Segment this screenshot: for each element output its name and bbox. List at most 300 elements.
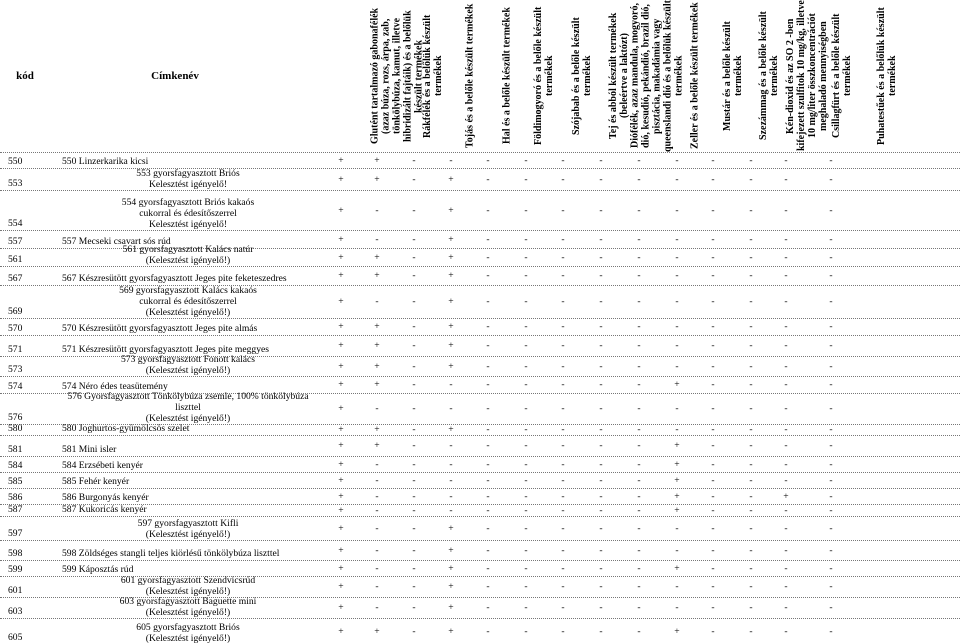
allergen-mark: -	[412, 270, 416, 281]
allergen-mark: -	[486, 602, 490, 613]
product-name-line: 584 Erzsébeti kenyér	[62, 460, 143, 471]
allergen-mark: -	[637, 234, 641, 245]
allergen-mark: -	[829, 205, 833, 216]
allergen-mark: -	[599, 440, 603, 451]
allergen-mark: +	[674, 491, 680, 502]
row-product-name	[62, 391, 314, 424]
allergen-mark: -	[749, 252, 753, 263]
allergen-mark: -	[599, 403, 603, 414]
allergen-mark: -	[561, 475, 565, 486]
product-name-line: 576 Gyorsfagyasztott Tönkölybúza zsemle, 100% tönkölybúza	[67, 391, 309, 402]
allergen-mark: +	[674, 505, 680, 516]
allergen-mark: -	[486, 270, 490, 281]
allergen-mark: -	[599, 491, 603, 502]
allergen-mark: -	[486, 155, 490, 166]
allergen-mark: -	[675, 340, 679, 351]
allergen-mark: -	[829, 545, 833, 556]
allergen-mark: -	[637, 174, 641, 185]
row-divider	[0, 488, 960, 489]
allergen-mark: -	[561, 424, 565, 435]
allergen-column-header	[621, 0, 701, 152]
product-name-line: (Kelesztést igényelő!)	[145, 255, 231, 266]
product-name-line: 554 gyorsfagyasztott Briós kakaós	[121, 197, 255, 208]
allergen-mark: -	[784, 270, 788, 281]
table-row	[0, 618, 960, 644]
allergen-mark: -	[412, 459, 416, 470]
allergen-mark: -	[637, 545, 641, 556]
allergen-mark: -	[784, 424, 788, 435]
allergen-mark: -	[486, 379, 490, 390]
allergen-mark: -	[412, 523, 416, 534]
allergen-mark: +	[448, 581, 454, 592]
allergen-mark: -	[784, 234, 788, 245]
allergen-mark: -	[412, 205, 416, 216]
allergen-mark: +	[674, 379, 680, 390]
allergen-mark: -	[375, 505, 379, 516]
row-kod: 603	[8, 606, 23, 617]
allergen-mark: -	[637, 475, 641, 486]
allergen-mark: -	[637, 602, 641, 613]
allergen-mark: -	[524, 581, 528, 592]
allergen-mark: -	[599, 155, 603, 166]
allergen-mark: -	[486, 234, 490, 245]
row-divider	[0, 318, 960, 319]
allergen-mark: -	[412, 252, 416, 263]
allergen-mark: -	[561, 403, 565, 414]
row-divider	[0, 152, 960, 153]
allergen-mark: -	[524, 545, 528, 556]
allergen-mark: -	[749, 234, 753, 245]
allergen-mark: -	[486, 475, 490, 486]
product-name-line: 570 Készresütött gyorsfagyasztott Jeges pite almás	[62, 323, 258, 334]
allergen-mark: -	[599, 234, 603, 245]
row-kod: 567	[8, 273, 23, 284]
allergen-mark: -	[829, 379, 833, 390]
allergen-mark: -	[675, 296, 679, 307]
row-kod: 550	[8, 156, 23, 167]
allergen-mark: -	[711, 523, 715, 534]
allergen-mark: -	[524, 459, 528, 470]
allergen-column-label: Rákfélék és a belőlük készült termékek	[422, 14, 444, 138]
allergen-mark: -	[637, 626, 641, 637]
product-name-line: cukorral és édesítőszerrel	[139, 208, 237, 219]
allergen-mark: +	[448, 174, 454, 185]
allergen-mark: +	[338, 475, 344, 486]
allergen-mark: -	[412, 155, 416, 166]
allergen-mark: +	[338, 234, 344, 245]
allergen-mark: -	[561, 205, 565, 216]
allergen-mark: -	[637, 361, 641, 372]
product-name-line: (Kelesztést igényelő!)	[145, 413, 231, 424]
allergen-mark: -	[711, 424, 715, 435]
allergen-mark: +	[674, 459, 680, 470]
allergen-mark: -	[749, 505, 753, 516]
allergen-mark: -	[749, 581, 753, 592]
allergen-column-label: Szójabab és a belőle készült termékek	[571, 17, 593, 135]
product-name-line: cukorral és édesítőszerrel	[139, 296, 237, 307]
allergen-mark: -	[675, 545, 679, 556]
row-kod: 553	[8, 178, 23, 189]
allergen-mark: -	[711, 626, 715, 637]
table-row	[0, 335, 960, 356]
allergen-mark: -	[599, 545, 603, 556]
row-kod: 561	[8, 254, 23, 265]
allergen-mark: -	[524, 205, 528, 216]
allergen-mark: -	[561, 361, 565, 372]
allergen-mark: -	[599, 270, 603, 281]
allergen-mark: -	[637, 296, 641, 307]
allergen-mark: -	[749, 205, 753, 216]
allergen-column-label: Szezámmag és a belőle készült termékek	[758, 11, 780, 141]
allergen-mark: -	[599, 361, 603, 372]
allergen-mark: -	[829, 155, 833, 166]
allergen-mark: -	[486, 440, 490, 451]
allergen-mark: +	[338, 174, 344, 185]
table-row	[0, 424, 960, 435]
allergen-mark: +	[338, 581, 344, 592]
product-name-line: 567 Készresütött gyorsfagyasztott Jeges pite feketeszedres	[62, 273, 287, 284]
allergen-mark: -	[784, 174, 788, 185]
allergen-mark: -	[524, 403, 528, 414]
row-divider	[0, 266, 960, 267]
allergen-mark: -	[412, 403, 416, 414]
table-row	[0, 285, 960, 318]
allergen-mark: -	[412, 379, 416, 390]
allergen-mark: -	[375, 234, 379, 245]
product-name-line: (Kelesztést igényelő!)	[145, 633, 231, 644]
allergen-mark: -	[486, 459, 490, 470]
allergen-mark: -	[599, 602, 603, 613]
allergen-mark: +	[674, 626, 680, 637]
row-kod: 599	[8, 564, 23, 575]
allergen-mark: -	[711, 379, 715, 390]
allergen-mark: -	[829, 602, 833, 613]
allergen-mark: -	[561, 581, 565, 592]
allergen-mark: -	[599, 340, 603, 351]
allergen-mark: -	[524, 296, 528, 307]
allergen-mark: -	[637, 340, 641, 351]
allergen-column-label: Földimogyoró és a belőle készült termékek	[533, 6, 555, 146]
product-name-line: (Kelesztést igényelő!)	[145, 365, 231, 376]
allergen-mark: -	[375, 459, 379, 470]
allergen-column-label: Tojás és a belőle készült termékek	[464, 3, 476, 149]
allergen-mark: -	[375, 523, 379, 534]
allergen-mark: +	[674, 563, 680, 574]
allergen-column-header	[508, 0, 593, 152]
allergen-mark: -	[637, 491, 641, 502]
allergen-mark: -	[375, 602, 379, 613]
allergen-mark: -	[749, 563, 753, 574]
allergen-mark: -	[524, 321, 528, 332]
allergen-mark: -	[784, 403, 788, 414]
allergen-mark: -	[749, 424, 753, 435]
allergen-mark: +	[374, 626, 380, 637]
allergen-mark: -	[749, 155, 753, 166]
allergen-mark: -	[784, 440, 788, 451]
allergen-mark: -	[711, 174, 715, 185]
allergen-column-header	[323, 0, 425, 152]
allergen-mark: -	[375, 491, 379, 502]
row-product-name	[62, 575, 314, 597]
product-name-line: liszttel	[175, 402, 201, 413]
product-name-line: 580 Joghurtos-gyümölcsös szelet	[62, 423, 190, 434]
allergen-mark: -	[829, 626, 833, 637]
allergen-mark: +	[338, 545, 344, 556]
table-row	[0, 266, 960, 285]
product-name-line: 598 Zöldséges stangli teljes kiörlésű tönkölybúza liszttel	[62, 548, 280, 559]
allergen-mark: -	[599, 321, 603, 332]
allergen-mark: +	[338, 523, 344, 534]
allergen-mark: -	[524, 340, 528, 351]
allergen-mark: -	[829, 424, 833, 435]
row-product-name	[62, 622, 314, 644]
allergen-mark: -	[599, 379, 603, 390]
allergen-mark: +	[338, 626, 344, 637]
allergen-mark: +	[448, 205, 454, 216]
allergen-column-label: Hal és a belőle készült termékek	[501, 7, 513, 145]
allergen-mark: -	[829, 459, 833, 470]
allergen-mark: -	[637, 403, 641, 414]
allergen-mark: -	[561, 602, 565, 613]
allergen-mark: -	[784, 475, 788, 486]
table-row	[0, 504, 960, 516]
allergen-mark: -	[749, 626, 753, 637]
allergen-mark: -	[784, 563, 788, 574]
allergen-mark: +	[374, 270, 380, 281]
product-name-line: 599 Káposztás rúd	[62, 564, 134, 575]
allergen-mark: -	[561, 440, 565, 451]
product-name-line: 597 gyorsfagyasztott Kifli	[137, 518, 239, 529]
allergen-mark: +	[448, 626, 454, 637]
allergen-mark: -	[711, 205, 715, 216]
allergen-mark: -	[675, 270, 679, 281]
allergen-column-label: Glutént tartalmazó gabonafélék (azaz búza, rozs, árpa, zab, tönkölybúza, kamut, illetve hibridizált fajtáik) és a belőlük készült termékek	[369, 7, 425, 145]
allergen-mark: +	[338, 491, 344, 502]
row-product-name	[62, 504, 332, 515]
allergen-mark: -	[829, 174, 833, 185]
row-kod: 598	[8, 548, 23, 559]
allergen-mark: -	[637, 563, 641, 574]
allergen-mark: -	[829, 491, 833, 502]
product-name-line: 561 gyorsfagyasztott Kalács natúr	[122, 244, 254, 255]
allergen-mark: -	[675, 424, 679, 435]
allergen-mark: -	[599, 424, 603, 435]
allergen-mark: -	[784, 155, 788, 166]
allergen-mark: -	[784, 252, 788, 263]
allergen-mark: +	[338, 361, 344, 372]
allergen-mark: -	[749, 440, 753, 451]
allergen-column-header	[659, 0, 744, 152]
allergen-mark: +	[338, 602, 344, 613]
row-kod: 584	[8, 460, 23, 471]
allergen-mark: -	[637, 523, 641, 534]
allergen-mark: -	[486, 252, 490, 263]
allergen-mark: -	[486, 361, 490, 372]
row-kod: 569	[8, 306, 23, 317]
allergen-mark: -	[829, 270, 833, 281]
allergen-mark: -	[524, 523, 528, 534]
allergen-mark: -	[711, 270, 715, 281]
row-product-name	[62, 273, 332, 284]
allergen-column-label: Csillagfürt és a belőle készült termékek	[831, 13, 853, 139]
allergen-mark: -	[412, 296, 416, 307]
allergen-mark: -	[749, 523, 753, 534]
allergen-mark: -	[784, 523, 788, 534]
allergen-mark: -	[784, 321, 788, 332]
allergen-mark: -	[412, 491, 416, 502]
allergen-mark: -	[524, 563, 528, 574]
row-product-name	[62, 168, 314, 190]
allergen-mark: -	[637, 440, 641, 451]
row-kod: 576	[8, 412, 23, 423]
allergen-mark: -	[637, 505, 641, 516]
allergen-mark: -	[599, 174, 603, 185]
allergen-mark: -	[711, 340, 715, 351]
allergen-mark: -	[711, 440, 715, 451]
allergen-mark: -	[711, 321, 715, 332]
allergen-mark: +	[448, 424, 454, 435]
product-name-line: 587 Kukoricás kenyér	[62, 504, 147, 515]
table-row	[0, 393, 960, 424]
allergen-mark: -	[486, 626, 490, 637]
allergen-mark: -	[486, 491, 490, 502]
allergen-mark: -	[784, 205, 788, 216]
allergen-mark: -	[749, 545, 753, 556]
table-row	[0, 516, 960, 540]
allergen-mark: -	[561, 296, 565, 307]
allergen-mark: -	[829, 252, 833, 263]
allergen-mark: +	[338, 563, 344, 574]
row-kod: 557	[8, 236, 23, 247]
allergen-mark: +	[338, 505, 344, 516]
allergen-mark: -	[561, 234, 565, 245]
allergen-mark: +	[448, 340, 454, 351]
allergen-mark: +	[448, 602, 454, 613]
product-name-line: 605 gyorsfagyasztott Briós	[136, 622, 240, 633]
product-name-line: 553 gyorsfagyasztott Briós	[136, 168, 240, 179]
allergen-mark: -	[829, 563, 833, 574]
allergen-mark: -	[524, 174, 528, 185]
allergen-mark: -	[486, 403, 490, 414]
allergen-mark: -	[784, 545, 788, 556]
row-kod: 585	[8, 476, 23, 487]
allergen-mark: -	[599, 252, 603, 263]
allergen-mark: -	[829, 340, 833, 351]
product-name-line: (Kelesztést igényelő!)	[145, 307, 231, 318]
allergen-mark: -	[449, 403, 453, 414]
allergen-mark: -	[412, 626, 416, 637]
allergen-mark: -	[675, 252, 679, 263]
allergen-mark: -	[486, 523, 490, 534]
allergen-mark: -	[449, 440, 453, 451]
allergen-column-label: Tej és abból készült termékek (beleértve a laktózt)	[608, 12, 630, 140]
table-row	[0, 190, 960, 230]
allergen-mark: -	[637, 205, 641, 216]
product-name-line: (Kelesztést igényelő!)	[145, 607, 231, 618]
allergen-column-label: Diófélék, azaz mandula, mogyoró, dió, kesudió, pekándió, brazil dió, pisztácia, makadámia vagy queenslandi dió és a belőlük készült termékek	[629, 0, 685, 152]
allergen-mark: -	[524, 475, 528, 486]
allergen-mark: -	[486, 174, 490, 185]
product-name-line: 585 Fehér kenyér	[62, 476, 130, 487]
allergen-mark: +	[374, 174, 380, 185]
allergen-mark: -	[412, 475, 416, 486]
table-row	[0, 540, 960, 560]
allergen-mark: -	[412, 174, 416, 185]
allergen-mark: +	[338, 440, 344, 451]
row-divider	[0, 190, 960, 191]
allergen-mark: -	[749, 321, 753, 332]
row-product-name	[62, 197, 314, 230]
row-product-name	[62, 423, 332, 434]
allergen-mark: +	[374, 340, 380, 351]
allergen-mark: -	[412, 545, 416, 556]
row-divider	[0, 560, 960, 561]
allergen-mark: -	[524, 270, 528, 281]
row-divider	[0, 618, 960, 619]
allergen-mark: -	[599, 205, 603, 216]
allergen-mark: +	[674, 440, 680, 451]
allergen-mark: -	[375, 296, 379, 307]
allergen-mark: -	[749, 174, 753, 185]
row-product-name	[62, 596, 314, 618]
allergen-mark: -	[784, 626, 788, 637]
allergen-mark: -	[449, 379, 453, 390]
allergen-mark: -	[486, 321, 490, 332]
allergen-mark: -	[675, 205, 679, 216]
allergen-mark: -	[524, 361, 528, 372]
allergen-mark: -	[829, 581, 833, 592]
allergen-column-label: Mustár és a belőle készült termékek	[722, 21, 744, 131]
table-row	[0, 472, 960, 488]
row-divider	[0, 376, 960, 377]
allergen-mark: -	[829, 321, 833, 332]
allergen-mark: -	[524, 602, 528, 613]
table-row	[0, 244, 960, 266]
allergen-mark: +	[448, 234, 454, 245]
allergen-mark: -	[749, 475, 753, 486]
allergen-mark: -	[524, 491, 528, 502]
allergen-mark: -	[524, 252, 528, 263]
allergen-mark: -	[524, 379, 528, 390]
allergen-mark: -	[412, 602, 416, 613]
allergen-mark: -	[449, 475, 453, 486]
allergen-mark: +	[338, 321, 344, 332]
row-divider	[0, 335, 960, 336]
allergen-mark: -	[486, 505, 490, 516]
allergen-mark: -	[375, 403, 379, 414]
allergen-mark: -	[637, 155, 641, 166]
product-name-line: 571 Készresütött gyorsfagyasztott Jeges pite meggyes	[62, 344, 270, 355]
allergen-mark: -	[599, 459, 603, 470]
allergen-mark: -	[486, 296, 490, 307]
table-row	[0, 168, 960, 190]
allergen-mark: -	[711, 602, 715, 613]
allergen-mark: -	[561, 545, 565, 556]
allergen-mark: -	[675, 234, 679, 245]
allergen-mark: +	[448, 296, 454, 307]
allergen-mark: -	[412, 234, 416, 245]
allergen-mark: -	[711, 475, 715, 486]
row-product-name	[62, 564, 332, 575]
allergen-mark: -	[412, 361, 416, 372]
row-kod: 574	[8, 381, 23, 392]
allergen-mark: -	[749, 602, 753, 613]
allergen-mark: -	[637, 424, 641, 435]
allergen-mark: -	[486, 545, 490, 556]
allergen-mark: -	[711, 459, 715, 470]
allergen-mark: -	[784, 379, 788, 390]
table-row	[0, 488, 960, 504]
